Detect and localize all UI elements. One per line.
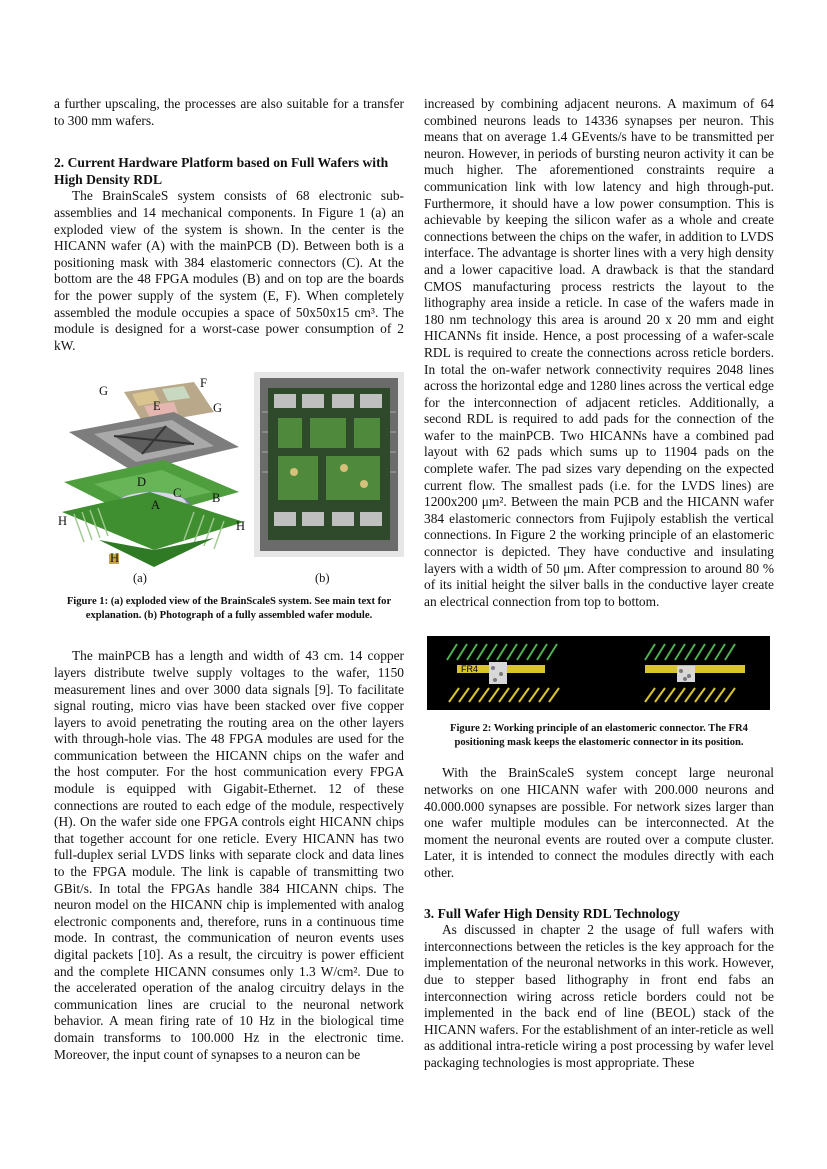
figure-1-caption: Figure 1: (a) exploded view of the BrainScaleS system. See main text for explanation. (b) Photograph of a fully assembled wafer module. <box>66 596 392 621</box>
paragraph-intro: a further upscaling, the processes are also suitable for a transfer to 300 mm wafers. <box>54 96 404 128</box>
label-e: E <box>153 399 161 414</box>
figure-2 <box>427 636 770 710</box>
label-a: A <box>151 498 161 513</box>
right-column <box>424 96 774 1072</box>
section-2-heading: 2. Current Hardware Platform based on Full Wafers with High Density RDL <box>54 155 389 187</box>
label-d: D <box>137 475 147 490</box>
figure-2-caption: Figure 2: Working principle of an elastomeric connector. The FR4 positioning mask keeps the elastomeric connector in its position. <box>450 723 748 748</box>
left-column <box>54 96 404 1063</box>
section-3-heading: 3. Full Wafer High Density RDL Technology <box>424 905 680 921</box>
label-f: F <box>200 376 207 391</box>
figure-2-diagram <box>427 636 770 710</box>
figure-1b-photograph <box>254 372 404 557</box>
label-g-right: G <box>213 401 223 416</box>
paragraph-mainpcb: The mainPCB has a length and width of 43 cm. 14 copper layers distribute twelve supply voltages to the wafer, 1150 measurement lines and over 3000 data signals [9]. To facilitate signal routing, micro vias have been stacked over five copper layers to avoid penetrating the routing area on the other layers with through-hole vias. The 48 FPGA modules are used for the communication between the HICANN chips on the wafer and the host computer. For the host communication every FPGA module is equipped with Gigabit-Ethernet. 12 of these connections are routed to each edge of the module, respectively (H). On the wafer side one FPGA controls eight HICANN chips that together account for one reticle. Every HICANN has two full-duplex serial LVDS links with separate clock and data lines to the FPGA module. The link is capable of transmitting two GBit/s. In total the FPGAs handle 384 HICANN chips. The neuron model on the HICANN chip is implemented with analog electronic components and, therefore, runs in a continuous time mode. In contrast, the communication of neuron events uses digital packets [10]. As a result, the circuitry is power efficient and the complete HICANN consumes only 1.3 W/cm². Due to the accelerated operation of the analog circuitry delays in the communication lines are crucial to the neuronal network behavior. A mean firing rate of 10 Hz in the biological time domain transforms to 100.000 Hz in the electronic time. Moreover, the input count of synapses to a neuron can be <box>54 648 404 1062</box>
figure-1 <box>54 372 404 587</box>
label-b: B <box>212 491 221 506</box>
figure-1a-label: (a) <box>133 571 147 586</box>
paragraph-rdl: As discussed in chapter 2 the usage of full wafers with interconnections between the reticles is the key approach for the implementation of the neuronal networks in this work. However, due to stepper based lithography in front end fabs an interconnection wiring across reticle borders could not be implemented in the back end of line (BEOL) stack of the HICANN wafers. For the establishment of an inter-reticle as well as additional intra-reticle wiring a post processing by wafer level packaging technologies is most appropriate. These <box>424 922 775 1070</box>
figure-2-fr4-label: FR4 <box>461 664 479 675</box>
paragraph-connectivity: increased by combining adjacent neurons. A maximum of 64 combined neurons leads to 14336 synapses per neuron. This means that on average 1.4 GEvents/s have to be transmitted per neuron. However, in periods of bursting neuron activity it can be much higher. The aforementioned constraints require a communication link with low latency and high through-put. Furthermore, it should have a low power consumption. This is achievable by keeping the silicon wafer as a whole and create connections between the chips on the wafer, in addition to LVDS interface. The advantage is shorter lines with a very high density and a lower capacitive load. A drawback is that the standard CMOS manufacturing process restricts the layout to the lithography area inside a reticle. In case of the wafers made in 180 nm technology this area is around 20 x 20 mm and eight HICANNs fit inside. Hence, a post processing of a wafer-scale RDL is required to create the connections across reticle borders. In total the on-wafer network connectivity requires 2048 lines across the horizontal edge and 1280 lines across the vertical edge for the interconnection of adjacent reticles. Additionally, a second RDL is required to add pads for the connection of the wafer to the mainPCB. Two HICANNs have a combined pad layout with 62 pads which sums up to 11904 pads on the complete wafer. The pad sizes vary depending on the expected current flow. The smallest pads (i.e. for the LVDS lines) are 1200x200 μm². Between the main PCB and the HICANN wafer 384 elastomeric connectors from Fujipoly establish the vertical connections. In Figure 2 the working principle of an elastomeric connector is depicted. They have conductive and insulating layers with a width of 50 μm. After compression to around 80 % of its initial height the silver balls in the conductive layer create an electrical connection from top to bottom. <box>424 96 774 609</box>
label-h-left: H <box>58 514 68 529</box>
label-c: C <box>173 486 182 501</box>
label-g-top: G <box>99 384 109 399</box>
paragraph-platform: The BrainScaleS system consists of 68 electronic sub-assemblies and 14 mechanical components. In Figure 1 (a) an exploded view of the system is shown. In the center is the HICANN wafer (A) with the mainPCB (D). Between both is a positioning mask with 384 elastomeric connectors (C). At the bottom are the 48 FPGA modules (B) and on top are the boards for the power supply of the system (E, F). When completely assembled the module occupies a space of 50x50x15 cm³. The module is designed for a worst-case power consumption of 2 kW. <box>54 188 404 353</box>
figure-1b-label: (b) <box>315 571 330 586</box>
label-h-right: H <box>236 519 246 534</box>
paragraph-concept: With the BrainScaleS system concept large neuronal networks on one HICANN wafer with 200.000 neurons and 40.000.000 synapses are possible. For network sizes larger than one wafer multiple modules can be interconnected. At the moment the neuronal events are routed over a compute cluster. Later, it is intended to connect the modules directly with each other. <box>424 765 774 880</box>
label-h-bottom: H <box>110 551 120 566</box>
